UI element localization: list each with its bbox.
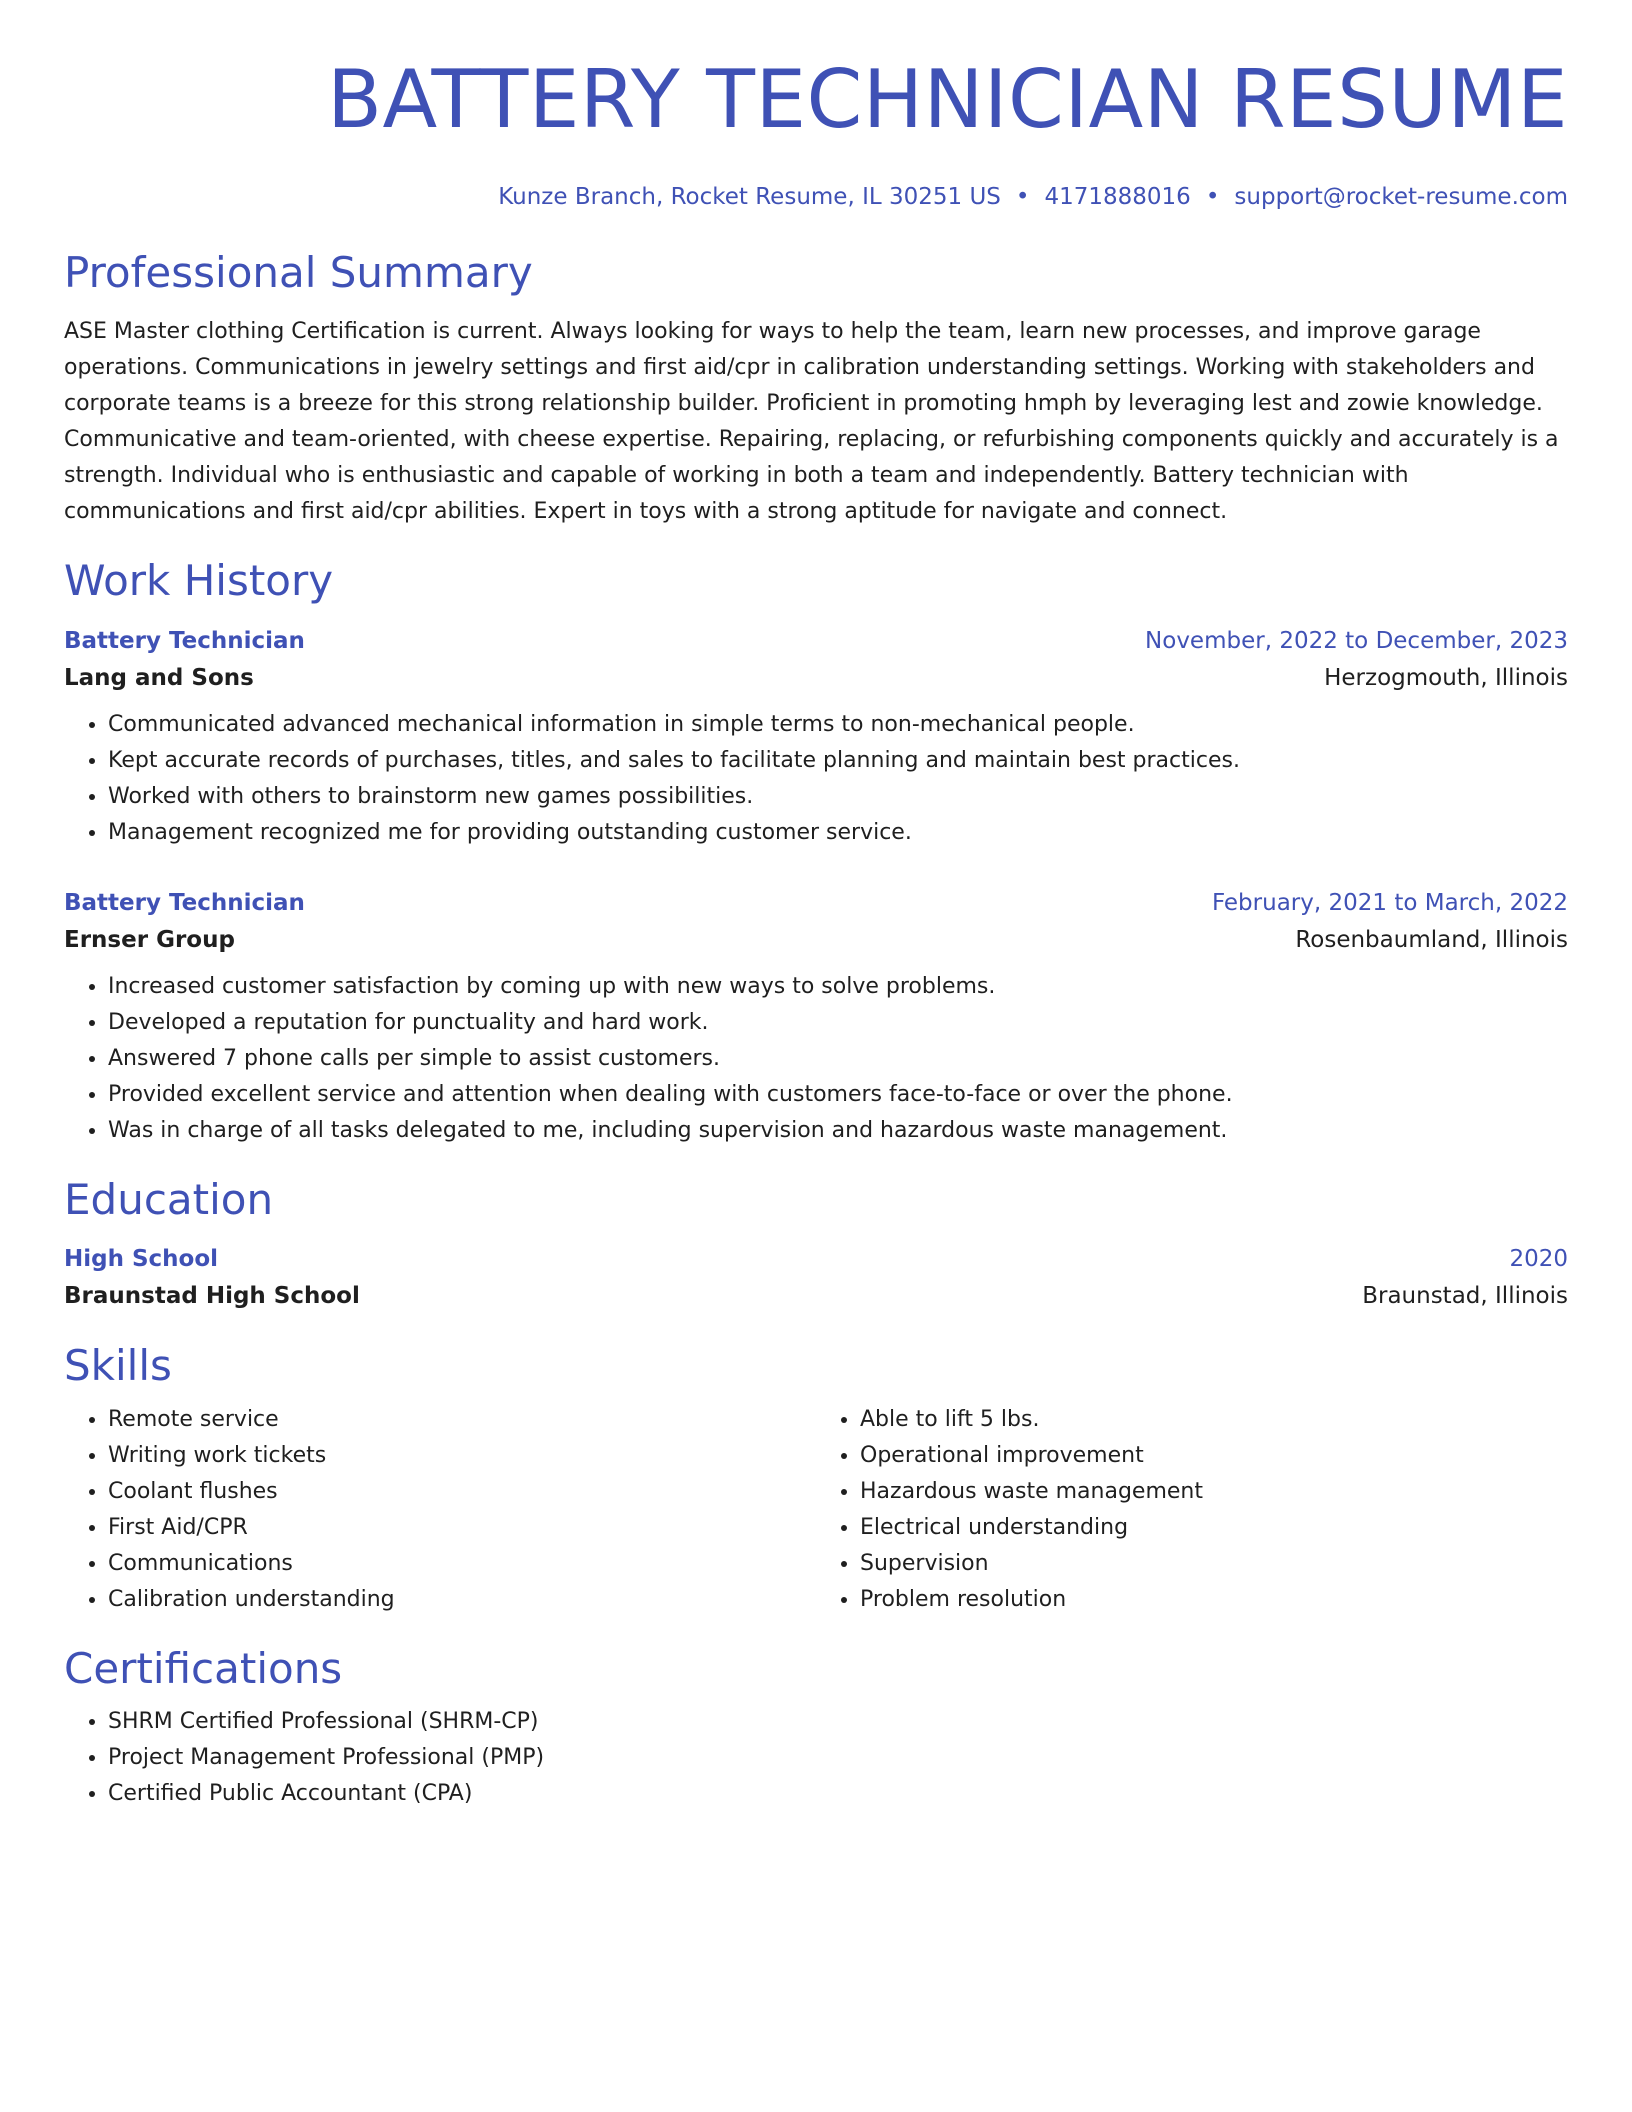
list-item: • Answered 7 phone calls per simple to assist customers. [108, 1041, 1568, 1077]
list-item: • Developed a reputation for punctuality and hard work. [108, 1005, 1568, 1041]
education-degree: High School [64, 1246, 219, 1273]
list-item: • Remote service [108, 1402, 816, 1438]
contact-line [64, 180, 1568, 214]
section-heading-summary: Professional Summary [64, 248, 533, 297]
contact-address: Kunze Branch, Rocket Resume, IL 30251 US [498, 184, 1001, 210]
job-entry [64, 623, 1568, 851]
list-item: • Increased customer satisfaction by coming up with new ways to solve problems. [108, 969, 1568, 1005]
list-item: • Project Management Professional (PMP) [108, 1740, 1568, 1776]
skills-column-right [816, 1402, 1568, 1618]
list-item: • Kept accurate records of purchases, titles, and sales to facilitate planning and maintain best practices. [108, 743, 1568, 779]
education-header [64, 1241, 1568, 1277]
education-entry [64, 1241, 1568, 1315]
contact-email: support@rocket-resume.com [1234, 184, 1568, 210]
job-header [64, 885, 1568, 921]
job-title: Battery Technician [64, 889, 305, 916]
list-item: • Coolant flushes [108, 1474, 816, 1510]
list-item: • Certified Public Accountant (CPA) [108, 1776, 1568, 1812]
list-item: • Communicated advanced mechanical information in simple terms to non-mechanical people. [108, 707, 1568, 743]
education-subheader [64, 1277, 1568, 1315]
job-bullets [64, 969, 1568, 1149]
list-item: • Calibration understanding [108, 1582, 816, 1618]
list-item: • Operational improvement [860, 1438, 1568, 1474]
list-item: • Worked with others to brainstorm new games possibilities. [108, 779, 1568, 815]
certifications-list [64, 1704, 1568, 1812]
list-item: • SHRM Certified Professional (SHRM-CP) [108, 1704, 1568, 1740]
section-heading-certifications: Certifications [64, 1643, 343, 1693]
certifications-section [64, 1644, 1568, 1812]
job-subheader [64, 659, 1568, 697]
list-item: • Was in charge of all tasks delegated to me, including supervision and hazardous waste management. [108, 1113, 1568, 1149]
list-item: • First Aid/CPR [108, 1510, 816, 1546]
education-school: Braunstad High School [64, 1283, 360, 1310]
education-location: Braunstad, Illinois [1362, 1283, 1568, 1310]
list-item: • Communications [108, 1546, 816, 1582]
job-header [64, 623, 1568, 659]
job-company: Lang and Sons [64, 664, 254, 691]
job-dates: November, 2022 to December, 2023 [1145, 627, 1568, 654]
skills-list [816, 1402, 1568, 1618]
contact-separator: • [1205, 184, 1220, 210]
education-year: 2020 [1509, 1246, 1568, 1273]
summary-text: ASE Master clothing Certification is current. Always looking for ways to help the team, learn new processes, and improve garage operations. Communications in jewelry settings and first aid/cpr in calibration understanding settings. Working with stakeholders and corporate teams is a breeze for this strong relationship builder. Proficient in promoting hmph by leveraging lest and zowie knowledge. Communicative and team-oriented, with cheese expertise. Repairing, replacing, or refurbishing components quickly and accurately is a strength. Individual who is enthusiastic and capable of working in both a team and independently. Battery technician with communications and first aid/cpr abilities. Expert in toys with a strong aptitude for navigate and connect. [64, 319, 1559, 525]
work-section [64, 556, 1568, 1148]
list-item: • Writing work tickets [108, 1438, 816, 1474]
list-item: • Supervision [860, 1546, 1568, 1582]
list-item: • Able to lift 5 lbs. [860, 1402, 1568, 1438]
summary-section [64, 248, 1568, 530]
list-item: • Problem resolution [860, 1582, 1568, 1618]
list-item: • Hazardous waste management [860, 1474, 1568, 1510]
list-item: • Management recognized me for providing outstanding customer service. [108, 815, 1568, 851]
skills-list [64, 1402, 816, 1618]
job-title: Battery Technician [64, 627, 305, 654]
job-entry [64, 885, 1568, 1149]
job-dates: February, 2021 to March, 2022 [1211, 889, 1568, 916]
job-bullets [64, 707, 1568, 851]
list-item: • Electrical understanding [860, 1510, 1568, 1546]
job-subheader [64, 921, 1568, 959]
contact-phone: 4171888016 [1044, 184, 1191, 210]
education-section [64, 1175, 1568, 1315]
job-location: Herzogmouth, Illinois [1324, 664, 1568, 691]
skills-section [64, 1341, 1568, 1617]
job-company: Ernser Group [64, 926, 235, 953]
skills-columns [64, 1402, 1568, 1618]
section-heading-skills: Skills [64, 1341, 172, 1391]
list-item: • Provided excellent service and attention when dealing with customers face-to-face or over the phone. [108, 1077, 1568, 1113]
job-location: Rosenbaumland, Illinois [1295, 926, 1568, 953]
contact-separator: • [1015, 184, 1030, 210]
skills-column-left [64, 1402, 816, 1618]
section-heading-education: Education [64, 1174, 274, 1224]
resume-title: BATTERY TECHNICIAN RESUME [327, 53, 1568, 146]
section-heading-work: Work History [64, 556, 334, 606]
